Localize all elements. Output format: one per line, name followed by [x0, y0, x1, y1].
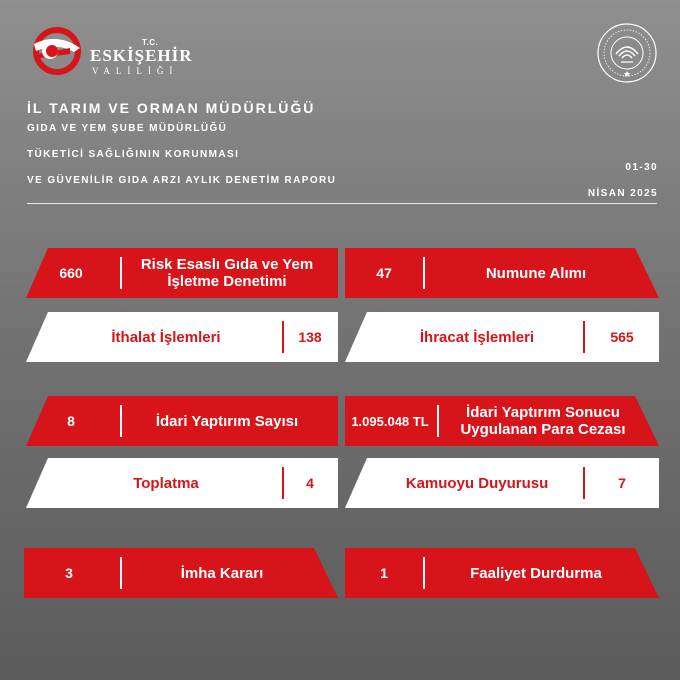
stat-divider	[120, 405, 122, 437]
period-month: NİSAN 2025	[587, 188, 658, 199]
stat-value: 1.095.048 TL	[351, 413, 429, 429]
stat-label: Toplatma	[133, 474, 199, 492]
stat-divider	[120, 257, 122, 289]
stat-label: İhracat İşlemleri	[419, 328, 535, 346]
stat-bar-sampling	[345, 248, 659, 298]
stat-value: 660	[59, 264, 83, 281]
stat-value: 3	[65, 564, 73, 581]
stat-label: Risk Esaslı Gıda ve Yem İşletme Denetimi	[140, 256, 314, 290]
stat-value: 565	[610, 328, 634, 345]
stat-bar-risk-inspection	[24, 248, 338, 298]
stat-divider	[423, 257, 425, 289]
stat-bar-suspension	[345, 548, 659, 598]
logo-mark-icon	[30, 24, 84, 78]
stat-divider	[583, 467, 585, 499]
stat-value: 47	[376, 264, 392, 281]
stat-divider	[120, 557, 122, 589]
report-period	[588, 155, 658, 207]
stat-bar-public-notice	[345, 458, 659, 508]
stat-divider	[282, 467, 284, 499]
report-title-block	[27, 100, 336, 200]
logo-tc-text: T.C.	[142, 38, 159, 47]
stat-label: Numune Alımı	[485, 264, 587, 282]
stat-bar-destruction	[24, 548, 338, 598]
title-line-1: GIDA VE YEM ŞUBE MÜDÜRLÜĞÜ	[27, 123, 228, 134]
logo-governorship-text: VALİLİĞİ	[92, 66, 179, 76]
stat-bar-sanction-fine	[345, 396, 659, 446]
title-line-2: TÜKETİCİ SAĞLIĞININ KORUNMASI	[27, 149, 240, 160]
stat-bar-import	[24, 312, 338, 362]
stat-bar-recall	[24, 458, 338, 508]
stat-divider	[282, 321, 284, 353]
stat-divider	[583, 321, 585, 353]
directorate-title: İL TARIM VE ORMAN MÜDÜRLÜĞÜ	[27, 100, 316, 116]
stat-value: 4	[306, 474, 314, 491]
stat-label: İdari Yaptırım Sayısı	[155, 412, 299, 430]
eskisehir-valiligi-logo	[30, 24, 193, 78]
logo-city-text: ESKİŞEHİR	[90, 46, 193, 65]
stat-value: 8	[67, 412, 75, 429]
stat-bar-export	[345, 312, 659, 362]
stat-label: İmha Kararı	[180, 564, 264, 582]
header-divider	[27, 203, 657, 204]
stat-label: İdari Yaptırım Sonucu Uygulanan Para Cezası	[460, 404, 626, 438]
stat-value: 1	[380, 564, 388, 581]
period-days: 01-30	[625, 162, 658, 173]
stat-value: 138	[298, 328, 322, 345]
stat-label: Kamuoyu Duyurusu	[405, 474, 549, 492]
title-line-3: VE GÜVENİLİR GIDA ARZI AYLIK DENETİM RAPORU	[27, 175, 337, 186]
stat-divider	[423, 557, 425, 589]
stat-label: Faaliyet Durdurma	[470, 564, 602, 582]
stat-divider	[437, 405, 439, 437]
stat-label: İthalat İşlemleri	[111, 328, 221, 346]
ministry-seal-icon	[596, 22, 658, 84]
stat-value: 7	[618, 474, 626, 491]
stat-bar-sanction-count	[24, 396, 338, 446]
